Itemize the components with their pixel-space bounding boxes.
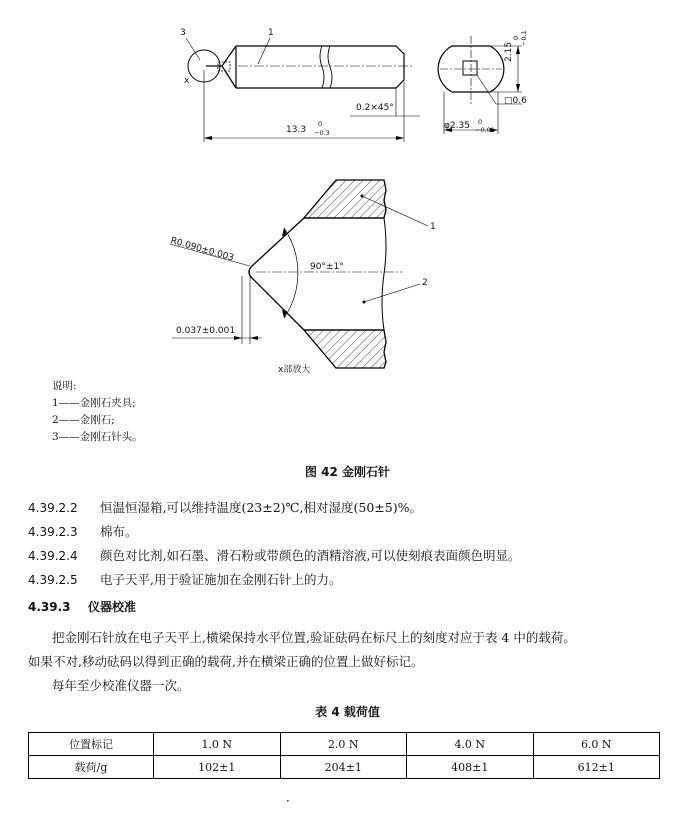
diameter-tol-lower: −0.01 bbox=[475, 126, 495, 134]
part-3-label: 3 bbox=[180, 28, 186, 38]
offset-dimension: 0.037±0.001 bbox=[176, 326, 236, 336]
table-cell: 102±1 bbox=[154, 756, 281, 779]
length-dimension: 13.3 bbox=[286, 125, 307, 135]
detail-x-mark: x bbox=[184, 76, 190, 86]
load-table bbox=[28, 732, 660, 779]
list-item bbox=[28, 544, 520, 568]
footer-dot: · bbox=[286, 794, 290, 808]
list-item bbox=[28, 520, 520, 544]
legend-item: 3——金刚石针头。 bbox=[52, 431, 143, 443]
width-tol-upper: 0 bbox=[512, 35, 520, 40]
radius-dimension: R0.090±0.003 bbox=[169, 236, 235, 264]
section-title: 仪器校准 bbox=[88, 600, 137, 614]
diameter-tol-upper: 0 bbox=[478, 118, 483, 126]
table-cell: 4.0 N bbox=[407, 733, 534, 756]
table-cell: 1.0 N bbox=[154, 733, 281, 756]
item-text: 棉布。 bbox=[100, 524, 138, 539]
legend-title: 说明: bbox=[52, 380, 77, 392]
detail-part-1-label: 1 bbox=[430, 222, 436, 232]
section-number: 4.39.3 bbox=[28, 600, 71, 614]
calibration-text bbox=[28, 626, 678, 698]
item-text: 恒温恒湿箱,可以维持温度(23±2)℃,相对湿度(50±5)%。 bbox=[100, 500, 422, 515]
diameter-dimension: φ2.35 bbox=[444, 121, 470, 131]
item-number: 4.39.2.5 bbox=[28, 573, 78, 587]
table-cell: 204±1 bbox=[280, 756, 407, 779]
list-item bbox=[28, 496, 520, 520]
legend-item: 2——金刚石; bbox=[52, 414, 115, 426]
table-cell: 6.0 N bbox=[533, 733, 660, 756]
legend-item: 1——金刚石夹具; bbox=[52, 397, 136, 409]
length-tol-upper: 0 bbox=[318, 120, 323, 128]
section-heading bbox=[28, 598, 136, 615]
width-tol-lower: −0.1 bbox=[520, 30, 528, 46]
width-dimension: 2.15 bbox=[504, 41, 514, 62]
tip-detail-drawing bbox=[0, 0, 695, 380]
item-number: 4.39.2.2 bbox=[28, 501, 78, 515]
table-caption: 表 4 载荷值 bbox=[315, 705, 380, 719]
item-list bbox=[28, 496, 520, 592]
table-cell: 2.0 N bbox=[280, 733, 407, 756]
table-cell: 408±1 bbox=[407, 756, 534, 779]
table-row bbox=[29, 733, 660, 756]
table-row bbox=[29, 756, 660, 779]
figure-caption: 图 42 金刚石针 bbox=[304, 465, 391, 479]
square-dimension: □0.6 bbox=[504, 96, 527, 106]
detail-part-2-label: 2 bbox=[422, 278, 428, 288]
paragraph: 如果不对,移动砝码以得到正确的载荷,并在横梁正确的位置上做好标记。 bbox=[28, 654, 424, 669]
table-cell: 612±1 bbox=[533, 756, 660, 779]
length-tol-lower: −0.3 bbox=[314, 129, 330, 137]
chamfer-dimension: 0.2×45° bbox=[356, 103, 394, 113]
item-text: 电子天平,用于验证施加在金刚石针上的力。 bbox=[100, 572, 342, 587]
detail-caption: x部放大 bbox=[278, 365, 311, 375]
table-cell: 位置标记 bbox=[29, 733, 154, 756]
item-number: 4.39.2.4 bbox=[28, 549, 78, 563]
part-1-label: 1 bbox=[268, 28, 274, 38]
item-text: 颜色对比剂,如石墨、滑石粉或带颜色的酒精溶液,可以使刻痕表面颜色明显。 bbox=[100, 548, 521, 563]
figure-legend bbox=[52, 378, 143, 446]
paragraph: 把金刚石针放在电子天平上,横梁保持水平位置,验证砝码在标尺上的刻度对应于表 4 中的载荷。 bbox=[52, 630, 576, 645]
item-number: 4.39.2.3 bbox=[28, 525, 78, 539]
list-item bbox=[28, 568, 520, 592]
table-cell: 载荷/g bbox=[29, 756, 154, 779]
paragraph: 每年至少校准仪器一次。 bbox=[52, 678, 190, 693]
angle-dimension: 90°±1° bbox=[310, 262, 344, 272]
